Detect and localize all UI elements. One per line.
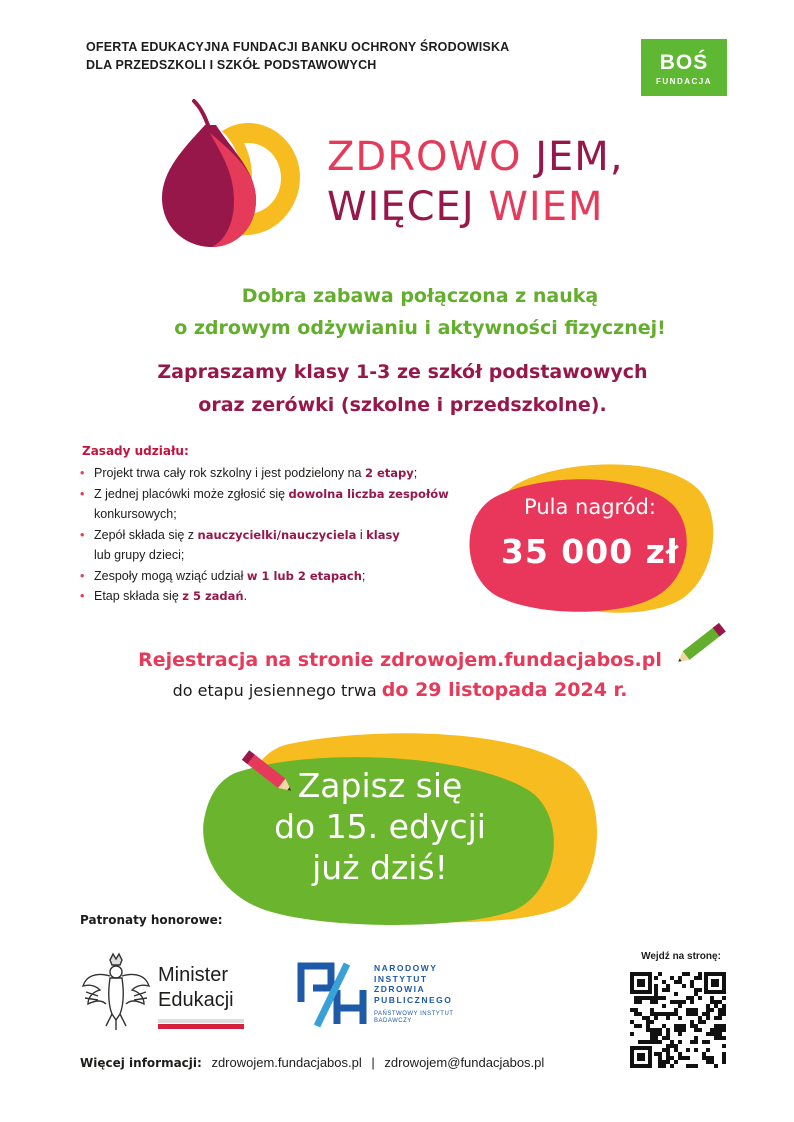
page-title: [327, 132, 624, 232]
more-info-label: Więcej informacji:: [80, 1056, 202, 1070]
bos-logo-name: BOŚ: [659, 51, 709, 74]
polish-eagle-emblem-icon: [80, 952, 152, 1034]
nizp-name: NARODOWY INSTYTUT ZDROWIA PUBLICZNEGO: [374, 963, 453, 1005]
more-info-separator: |: [371, 1055, 375, 1070]
patronage-title: Patronaty honorowe:: [80, 913, 223, 927]
qr-code-icon[interactable]: [630, 972, 726, 1068]
rules-item: • Zespoły mogą wziąć udział w 1 lub 2 etapach;: [80, 566, 500, 587]
header-organizer: [86, 38, 606, 74]
more-info-website-link[interactable]: zdrowojem.fundacjabos.pl: [211, 1055, 362, 1070]
more-info-email-link[interactable]: zdrowojem@fundacjabos.pl: [384, 1055, 545, 1070]
registration-website: Rejestracja na stronie zdrowojem.fundacjabos.pl: [138, 649, 662, 671]
title-word-wiem: WIEM: [488, 184, 604, 230]
bos-foundation-logo: [641, 39, 727, 96]
pencil-icon: [672, 617, 734, 669]
flag-stripe-white: [158, 1019, 244, 1023]
nizp-subtitle: PAŃSTWOWY INSTYTUT BADAWCZY: [374, 1011, 454, 1024]
invitation-line-1: Zapraszamy klasy 1-3 ze szkół podstawowych: [157, 361, 648, 383]
qr-caption: Wejdź na stronę:: [641, 951, 721, 962]
minister-line-1: Minister: [158, 964, 229, 986]
prize-pool-amount: 35 000 zł: [500, 532, 680, 571]
invitation: [100, 356, 705, 422]
fig-fruit-icon: [150, 95, 310, 255]
minister-of-education-logo: [158, 963, 234, 1013]
header-line-2: DLA PRZEDSZKOLI I SZKÓŁ PODSTAWOWYCH: [86, 58, 377, 72]
title-word-zdrowo: ZDROWO: [327, 134, 522, 180]
registration-deadline: [120, 679, 680, 701]
cta-line-2: do 15. edycji: [274, 807, 486, 846]
minister-line-2: Edukacji: [158, 989, 234, 1011]
rules-item: • Zepół składa się z nauczycielki/nauczyciela i klasy lub grupy dzieci;: [80, 525, 500, 566]
cta-line-1: Zapisz się: [297, 766, 463, 805]
registration-deadline-prefix: do etapu jesiennego trwa: [172, 681, 382, 700]
registration-deadline-date: do 29 listopada 2024 r.: [381, 679, 628, 701]
rules-item: • Z jednej placówki może zgłosić się dowolna liczba zespołów konkursowych;: [80, 484, 500, 525]
rules-title: Zasady udziału:: [82, 444, 189, 458]
title-word-wiecej: WIĘCEJ: [327, 184, 475, 230]
cta-signup[interactable]: [230, 765, 530, 888]
nizp-logo-icon: [293, 956, 371, 1032]
subtitle: [100, 280, 740, 344]
bos-logo-sub: FUNDACJA: [656, 77, 712, 86]
title-word-jem: JEM,: [535, 134, 624, 180]
subtitle-line-1: Dobra zabawa połączona z nauką: [241, 285, 599, 307]
more-info-footer: [80, 1055, 544, 1070]
invitation-line-2: oraz zerówki (szkolne i przedszkolne).: [198, 394, 607, 416]
cta-line-3: już dziś!: [312, 848, 448, 887]
rules-list: [80, 463, 500, 607]
header-line-1: OFERTA EDUKACYJNA FUNDACJI BANKU OCHRONY ŚRODOWISKA: [86, 40, 510, 54]
rules-item: • Projekt trwa cały rok szkolny i jest podzielony na 2 etapy;: [80, 463, 500, 484]
flag-stripe-red: [158, 1024, 244, 1029]
prize-pool-label: Pula nagród:: [524, 495, 656, 519]
subtitle-line-2: o zdrowym odżywianiu i aktywności fizycznej!: [174, 317, 666, 339]
rules-item: • Etap składa się z 5 zadań.: [80, 586, 500, 607]
